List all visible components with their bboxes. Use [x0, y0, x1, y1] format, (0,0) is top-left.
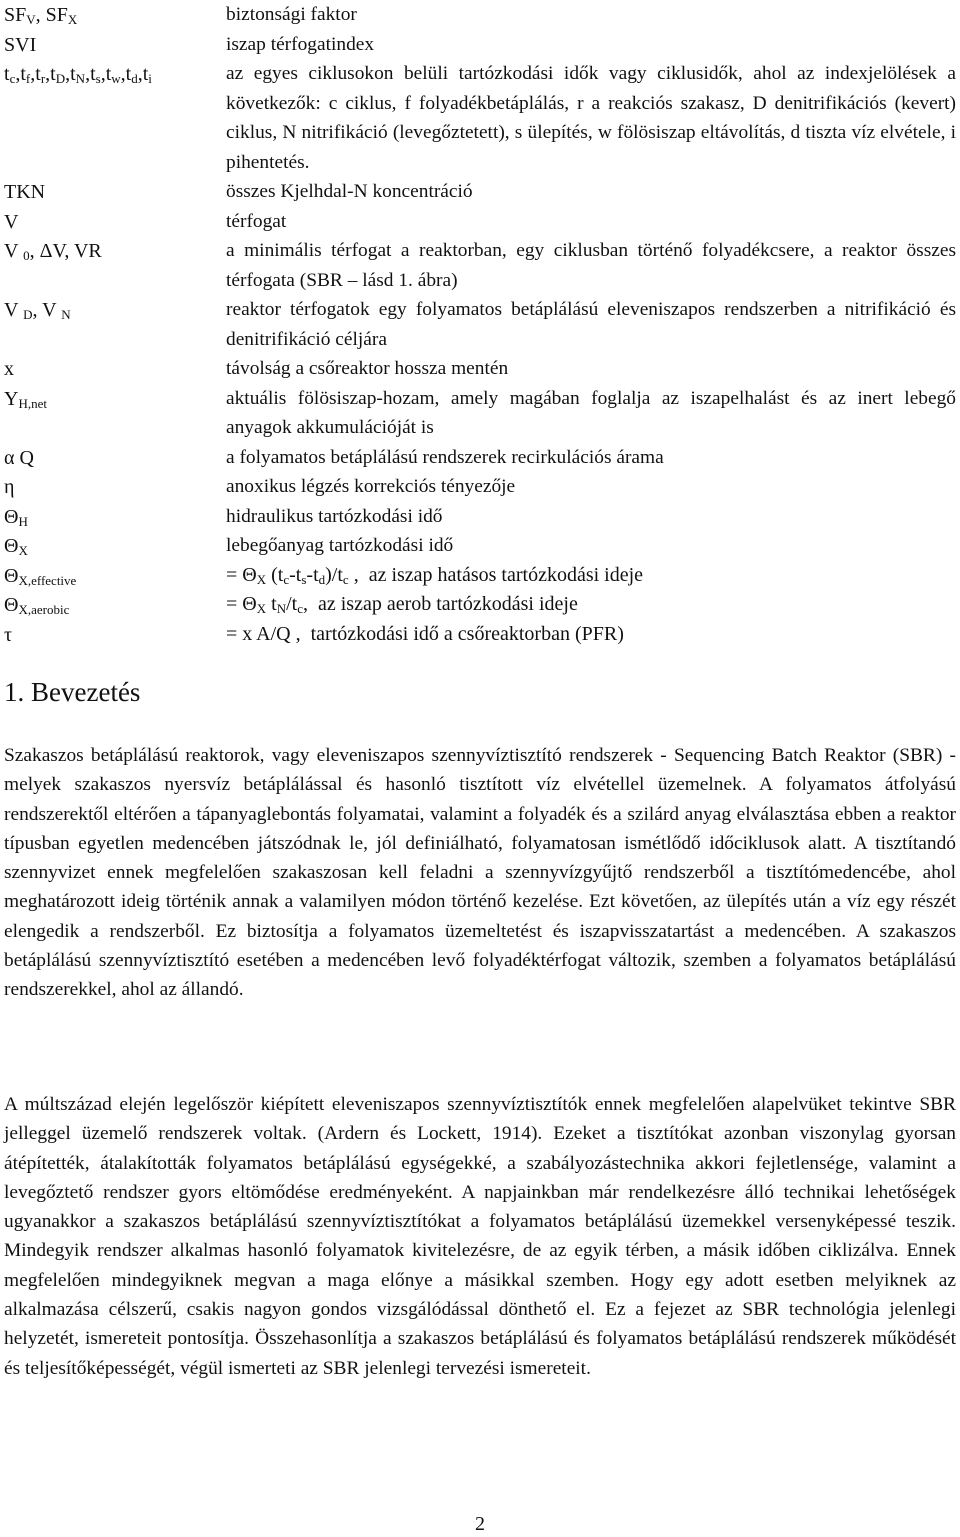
definition: lebegőanyag tartózkodási idő: [226, 535, 454, 556]
definition: összes Kjelhdal-N koncentráció: [226, 181, 473, 202]
nomenclature-item: [4, 0, 956, 30]
symbol: V $_D$, V $_N$: [4, 299, 71, 322]
symbol: V: [4, 210, 19, 233]
definition: = $\Theta_X$ $(t_c-t_s-t_d)/t_c$ , az iszap hatásos tartózkodási ideje: [226, 563, 644, 587]
nomenclature-item: [4, 443, 956, 473]
page-number: 2: [475, 1513, 485, 1535]
definition: aktuális fölösiszap-hozam, amely magában foglalja az iszapelhalást és az inert lebegő anyagok akkumulációját is: [226, 387, 956, 438]
symbol: SVI: [4, 33, 37, 56]
symbol: $\Theta_{X,effective}$: [4, 564, 77, 588]
nomenclature-item: [4, 620, 956, 650]
nomenclature-item: [4, 30, 956, 60]
nomenclature-item: [4, 472, 956, 502]
symbol: α Q: [4, 446, 34, 469]
definition: az egyes ciklusokon belüli tartózkodási idők vagy ciklusidők, ahol az indexjelölések a következők: c ciklus, f folyadékbetáplálás, r a reakciós szakasz, D denitrifikációs (kevert) ciklus, N nitrifikáció (levegőztetett), s ülepítés, w fölösiszap eltávolítás, d tiszta víz elvétele, i pihentetés.: [226, 63, 956, 173]
nomenclature-item: [4, 561, 956, 591]
symbol: $\Theta_X$: [4, 535, 28, 558]
definition: anoxikus légzés korrekciós tényezője: [226, 476, 516, 497]
nomenclature-item: [4, 207, 956, 237]
symbol: τ: [4, 623, 13, 646]
symbol: V $_0$, ΔV, VR: [4, 240, 102, 263]
nomenclature-item: [4, 354, 956, 384]
definition: távolság a csőreaktor hossza mentén: [226, 358, 509, 379]
definition: reaktor térfogatok egy folyamatos betáplálású eleveniszapos rendszerben a nitrifikáció és denitrifikáció céljára: [226, 299, 956, 350]
definition: = x A/Q , tartózkodási idő a csőreaktorban (PFR): [226, 622, 624, 645]
paragraph: Szakaszos betáplálású reaktorok, vagy eleveniszapos szennyvíztisztító rendszerek - Sequencing Batch Reaktor (SBR) - melyek szakaszos nyersvíz betáplálással és hasonló tisztított víz elvétellel üzemelnek. A folyamatos átfolyású rendszerektől eltérően a tápanyaglebontás folyamatai, valamint a folyadék és a szilárd anyag elválasztása ebben a reaktor típusban egyetlen medencében játszódnak le, jól definiálható, folyamatosan ismétlődő időciklusok alatt. A tisztítandó szennyvizet ennek megfelelően szakaszosan kell feladni a szennyvízgyűjtő rendszerből a tisztítómedencébe, ahol meghatározott ideig történik annak a valamilyen módon történő kezelése. Ezt követően, az ülepítés után a víz egy részét elengedik a rendszerből. Ez biztosítja a folyamatos üzemeltetést és iszapvisszatartást a medencében. A szakaszos betáplálású szennyvíztisztító esetében a medencében levő folyadéktérfogat változik, szemben a folyamatos betáplálású rendszerekkel, ahol az állandó.: [4, 745, 956, 1001]
definition: térfogat: [226, 210, 287, 232]
definition: hidraulikus tartózkodási idő: [226, 505, 443, 527]
nomenclature-item: [4, 384, 956, 443]
definition: iszap térfogatindex: [226, 33, 375, 55]
nomenclature-item: [4, 531, 956, 561]
paragraph: A múltszázad elején legelőször kiépített eleveniszapos szennyvíztisztítók ennek megfelelően alapelvüket tekintve SBR jelleggel üzemelő rendszerek voltak. (Ardern és Lockett, 1914). Ezeket a tisztítókat azonban viszonylag gyorsan átépítették, átalakították folyamatos betáplálású egységekké, a szabályozástechnika akkori fejletlensége, valamint a levegőztető rendszer gyors eltömődése eredményeként. A napjainkban már rendelkezésre álló technikai lehetőségek ugyanakkor a szakaszos betáplálású szennyvíztisztítókat a folyamatos betáplálású üzemekkel versenyképessé teszik. Mindegyik rendszer alkalmas hasonló folyamatok kivitelezésre, de az egyik térben, a másik időben ciklizálva. Ennek megfelelően mindegyiknek megvan a maga előnye a másikkal szemben. Hogy egy adott esetben melyiknek az alkalmazása célszerű, csakis nagyon gondos vizsgálódással dönthető el. Ez a fejezet az SBR technológia jelenlegi helyzetét, ismereteit pontosítja. Összehasonlítja a szakaszos betáplálású és folyamatos betáplálású rendszerek működését és teljesítőképességét, végül ismerteti az SBR jelenlegi tervezési ismereteit.: [4, 1094, 956, 1379]
nomenclature-item: [4, 177, 956, 207]
nomenclature-item: [4, 236, 956, 295]
nomenclature-item: [4, 59, 956, 177]
definition: a minimális térfogat a reaktorban, egy ciklusban történő folyadékcsere, a reaktor összes térfogata (SBR – lásd 1. ábra): [226, 240, 956, 291]
nomenclature-list: [4, 0, 956, 649]
section-title: 1. Bevezetés: [4, 677, 141, 707]
symbol: $\Theta_{X,aerobic}$: [4, 594, 70, 617]
symbol: $t_c,t_f,t_r,t_D,t_N,t_s,t_w,t_d,t_i$: [4, 63, 152, 86]
symbol: $Y_{H,net}$: [4, 387, 47, 411]
definition: a folyamatos betáplálású rendszerek recirkulációs árama: [226, 446, 664, 468]
definition: = $\Theta_X$ $t_N/t_c$, az iszap aerob tartózkodási ideje: [226, 593, 578, 616]
symbol: $SF_V$, $SF_X$: [4, 4, 78, 27]
symbol: $\Theta_H$: [4, 505, 28, 529]
nomenclature-item: [4, 590, 956, 620]
symbol: TKN: [4, 181, 46, 203]
nomenclature-item: [4, 502, 956, 532]
symbol: η: [4, 476, 15, 498]
nomenclature-item: [4, 295, 956, 354]
definition: biztonsági faktor: [226, 4, 357, 25]
symbol: x: [4, 358, 14, 380]
